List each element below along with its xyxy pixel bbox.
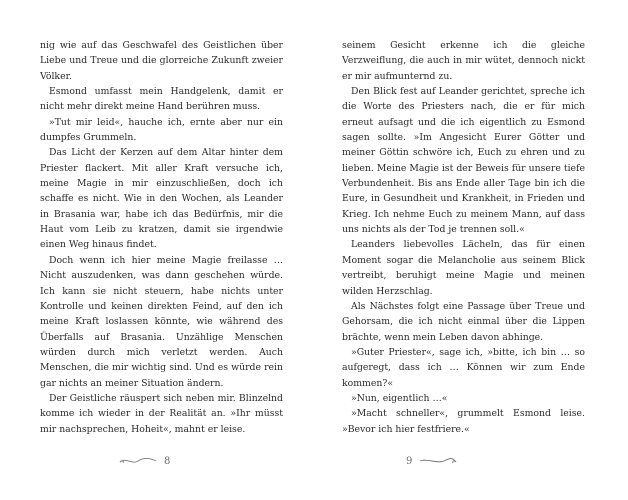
right-page-footer xyxy=(400,451,458,471)
paragraph: Das Licht der Kerzen auf dem Altar hinter dem Priester flackert. Mit aller Kraft versuche ich, meine Magie in mir einzuschließen, doch ich schaffe es nicht. Wie in den Wochen, als Leander in Brasania war, habe ich das Bedürfnis, mir die Haut vom Leib zu kratzen, damit sie irgendwie einen Weg hinaus findet. xyxy=(40,147,283,251)
left-ornament-icon xyxy=(118,456,158,466)
paragraph: »Tut mir leid«, hauche ich, ernte aber nur ein dumpfes Grummeln. xyxy=(40,116,283,144)
paragraph: nig wie auf das Geschwafel des Geistlichen über Liebe und Treue und die glorreiche Zukunft zweier Völker. xyxy=(40,40,283,82)
paragraph xyxy=(342,437,585,438)
right-page xyxy=(342,38,585,438)
paragraph: seinem Gesicht erkenne ich die gleiche Verzweiflung, die auch in mir wütet, dennoch nickt er mir aufmunternd zu. xyxy=(342,40,585,82)
paragraph: Leanders liebevolles Lächeln, das für einen Moment sogar die Melancholie aus seinem Blick vertreibt, beruhigt meine Magie und meinen wilden Herzschlag. xyxy=(342,239,585,297)
left-page-footer xyxy=(118,451,176,471)
paragraph: Den Blick fest auf Leander gerichtet, spreche ich die Worte des Priesters nach, die er für mich erneut aufsagt und die ich eigentlich zu Esmond sagen sollte. »Im Angesicht Eurer Götter und meiner Göttin schwöre ich, Euch zu ehren und zu lieben. Meine Magie ist der Beweis für unsere tiefe Verbundenheit. Bis ans Ende aller Tage bin ich die Eure, in Gesundheit und Krankheit, in Frieden und Krieg. Ich nehme Euch zu meinem Mann, auf dass uns nichts als der Tod je trennen soll.« xyxy=(342,86,585,236)
left-page xyxy=(40,38,283,438)
left-page-number: 8 xyxy=(164,455,171,467)
paragraph xyxy=(40,437,283,438)
paragraph: »Nun, eigentlich …« xyxy=(351,392,448,404)
paragraph: Doch wenn ich hier meine Magie freilasse … Nicht auszudenken, was dann geschehen würde. Ich kann sie nicht steuern, habe nichts unter Kontrolle und keinen direkten Feind, auf den ich meine Kraft loslassen könnte, wie während des Überfalls auf Brasania. Unzählige Menschen würden durch mich verletzt werden. Auch Menschen, die mir wichtig sind. Und es würde rein gar nichts an meiner Situation ändern. xyxy=(40,254,283,389)
paragraph: Esmond umfasst mein Handgelenk, damit er nicht mehr direkt meine Hand berühren muss. xyxy=(40,86,283,113)
right-ornament-icon xyxy=(418,456,458,466)
paragraph: Der Geistliche räuspert sich neben mir. Blinzelnd komme ich wieder in der Realität an. »Ihr müsst mir nachsprechen, Hoheit«, mahnt er leise. xyxy=(40,392,283,435)
paragraph: »Guter Priester«, sage ich, »bitte, ich bin … so aufgeregt, dass ich … Können wir zum Ende kommen?« xyxy=(342,346,585,389)
right-page-number: 9 xyxy=(406,455,413,467)
paragraph: Als Nächstes folgt eine Passage über Treue und Gehorsam, die ich nicht einmal über die Lippen brächte, wenn mein Leben davon abhinge. xyxy=(342,300,585,343)
paragraph: »Macht schneller«, grummelt Esmond leise. »Bevor ich hier festfriere.« xyxy=(342,408,585,435)
